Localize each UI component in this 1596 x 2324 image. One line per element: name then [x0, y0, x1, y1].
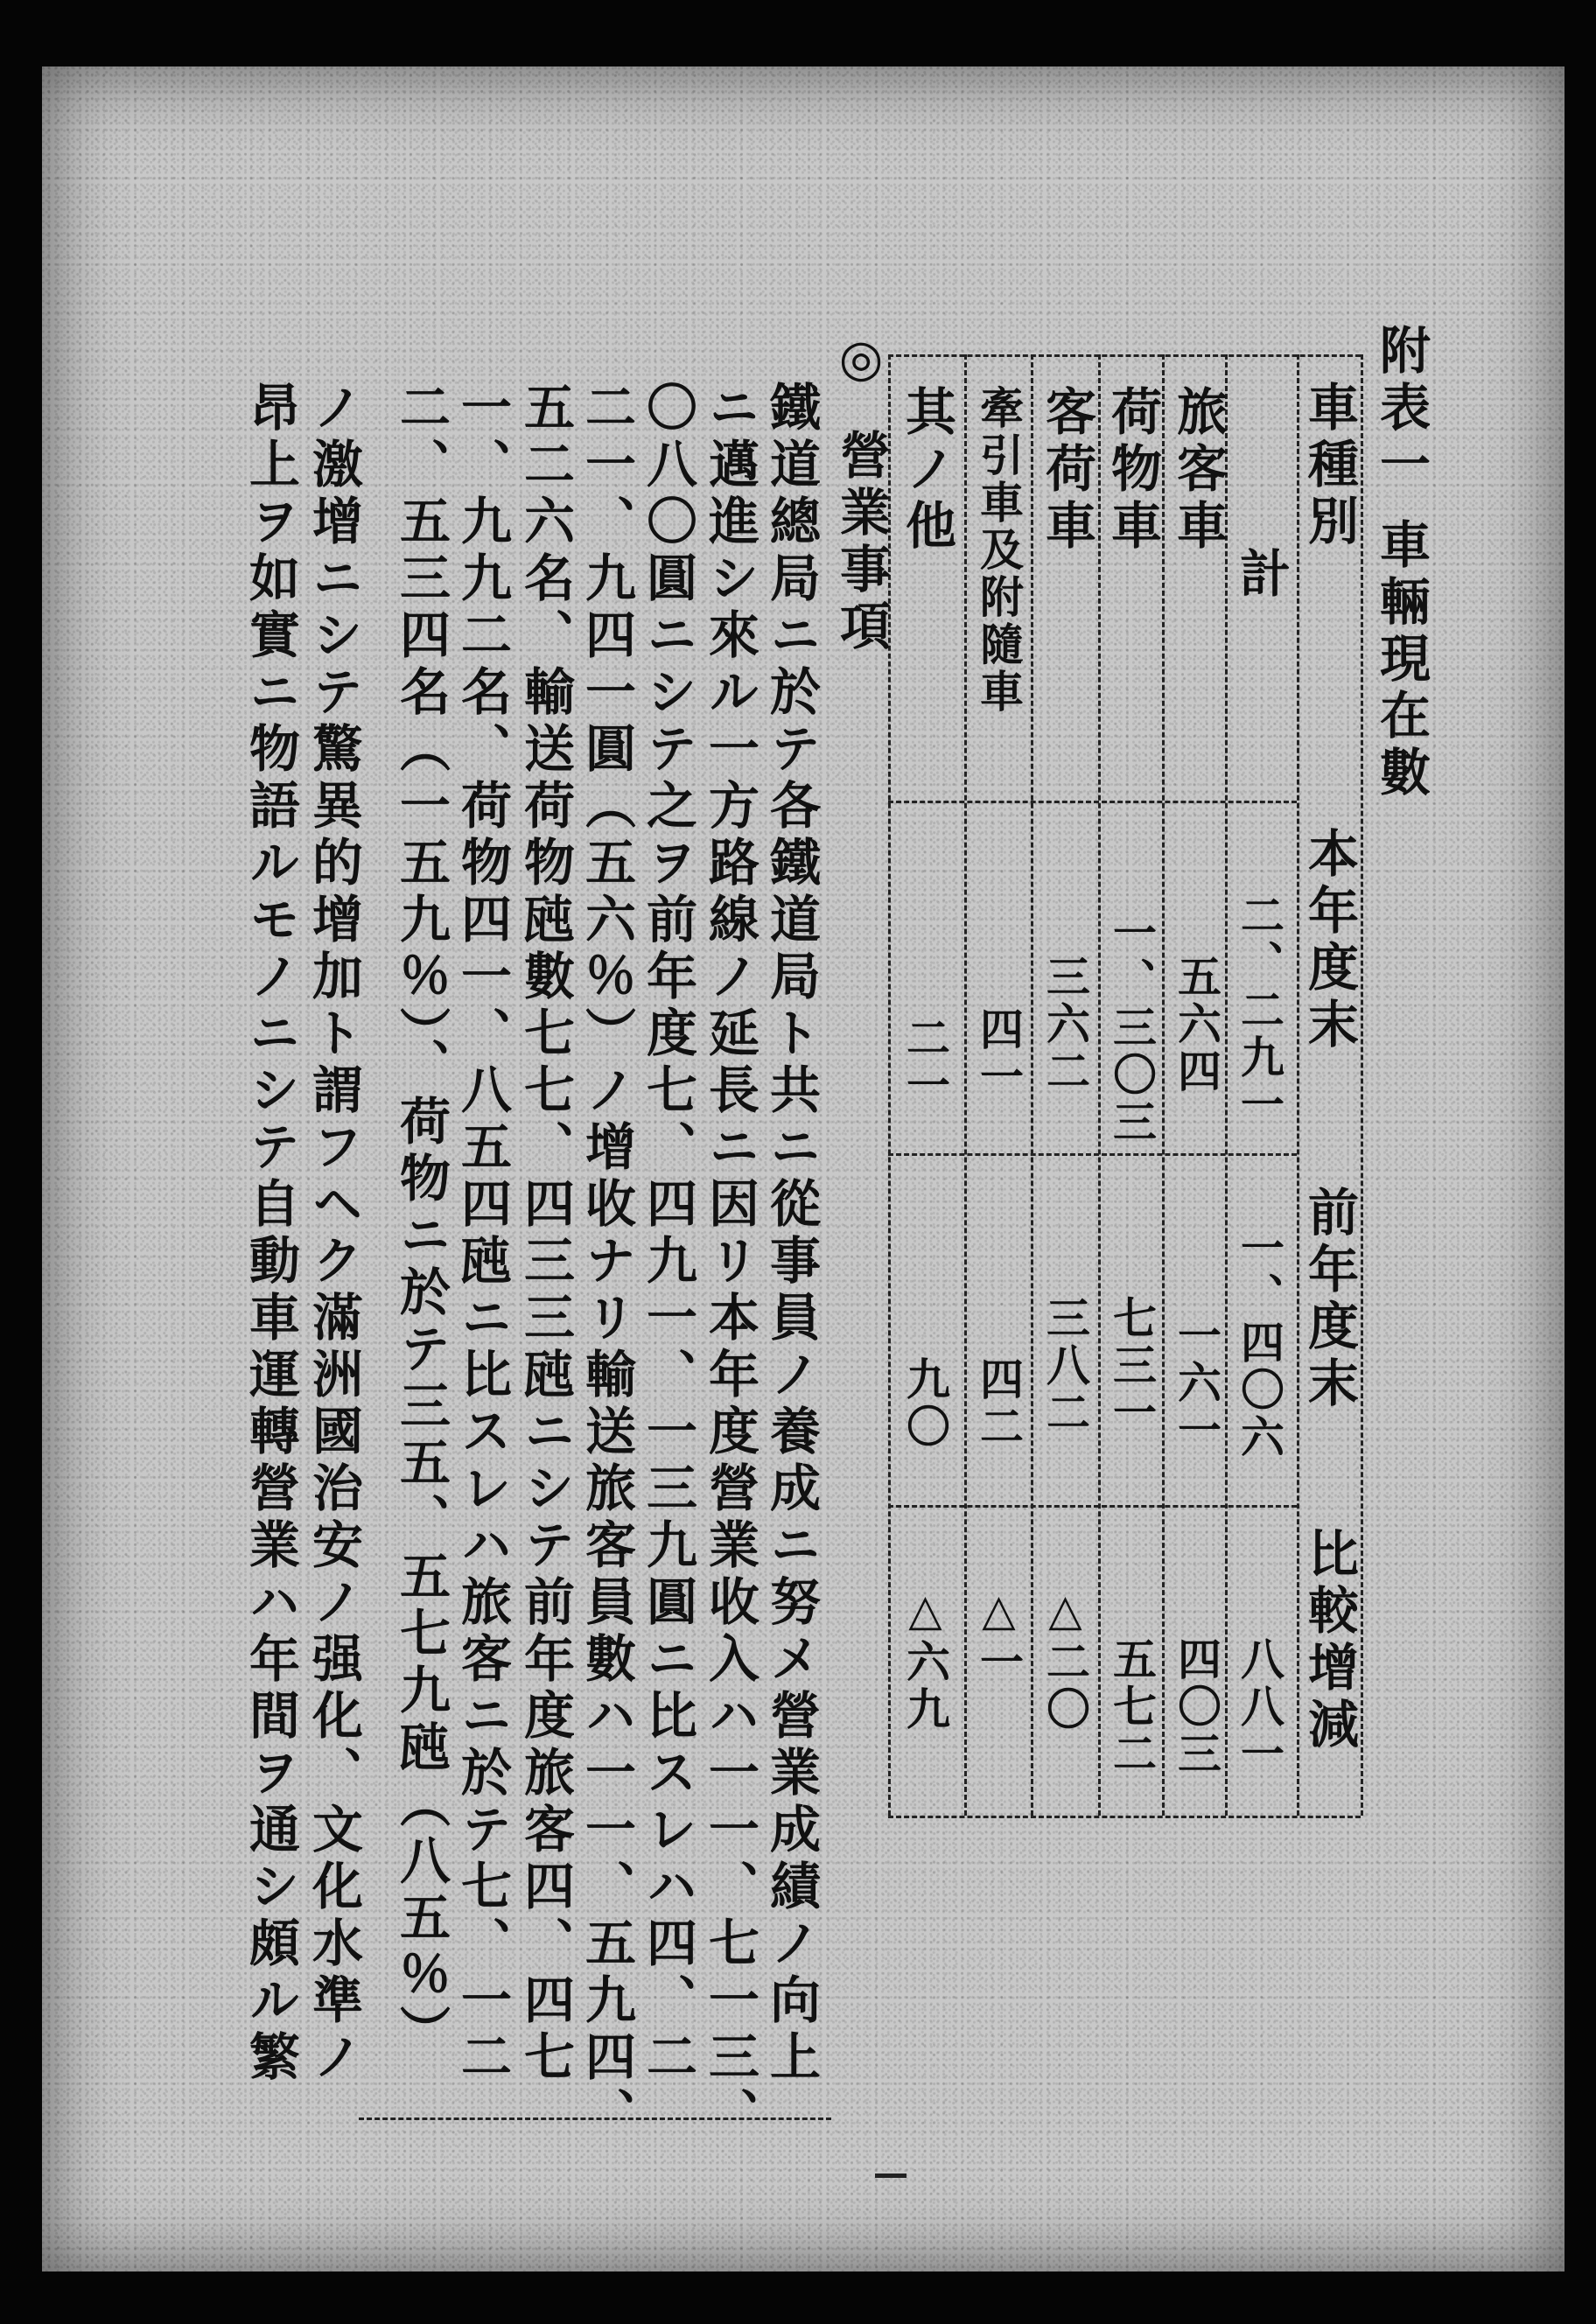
table-row-divider-3 — [888, 1505, 1297, 1508]
table-right-line — [1361, 354, 1363, 1816]
paragraph-line-4: 二一、九四一圓（五六％）ノ增收ナリ輸送旅客員數ハ一一、五九四、 — [577, 381, 636, 2144]
row-traction-change: △一 — [973, 1584, 1025, 1686]
row-passenger-last-year: 一六一 — [1171, 1312, 1222, 1454]
header-category: 車種別 — [1299, 381, 1359, 551]
row-other-this-year: 二一 — [900, 1015, 951, 1110]
appendix-title: 附表一 車輛現在數 — [1371, 324, 1431, 803]
table-col-divider-2 — [1162, 354, 1165, 1816]
row-combo-last-year: 三八二 — [1040, 1295, 1091, 1437]
section-heading — [831, 328, 891, 656]
row-total-last-year: 一、四〇六 — [1234, 1225, 1285, 1461]
table-bottom-line — [888, 1816, 1361, 1818]
paragraph-line-2: ニ邁進シ來ル一方路線ノ延長ニ因リ本年度營業收入ハ一一、七一三、 — [700, 381, 760, 2144]
paragraph-line-8: ノ激增ニシテ驚異的增加ト謂フヘク滿洲國治安ノ强化、文化水準ノ — [304, 381, 363, 2087]
row-total-this-year: 二、二九一 — [1234, 892, 1285, 1129]
row-baggage-this-year: 一、三〇三 — [1106, 910, 1158, 1146]
row-other-last-year: 九〇 — [900, 1356, 951, 1451]
row-total-change: 八八一 — [1234, 1636, 1285, 1778]
row-traction-this-year: 四一 — [973, 1006, 1025, 1101]
header-this-year: 本年度末 — [1299, 827, 1359, 1054]
table-col-divider-4 — [1031, 354, 1033, 1816]
paragraph-line-7: 二、五三四名（一五九％）、荷物ニ於テ三五、五七九瓲（八五％） — [391, 381, 451, 2062]
row-combo-this-year: 三六二 — [1040, 954, 1091, 1096]
table-row-divider-1 — [888, 801, 1297, 803]
header-last-year: 前年度末 — [1299, 1186, 1359, 1413]
row-other-change: △六九 — [900, 1584, 951, 1733]
row-combo-change: △二〇 — [1040, 1584, 1091, 1733]
paragraph-line-9: 昂上ヲ如實ニ物語ルモノニシテ自動車運轉營業ハ年間ヲ通シ頗ル繁 — [241, 381, 300, 2087]
section-heading-text: 營業事項 — [831, 429, 891, 656]
section-heading-mark: ◎ — [831, 328, 891, 394]
row-name-other: 其ノ他 — [897, 385, 956, 556]
row-name-baggage: 荷物車 — [1102, 385, 1162, 556]
paragraph-line-5: 五二六名、輸送荷物瓲數七七、四三三瓲ニシテ前年度旅客四、四七 — [515, 381, 575, 2087]
page-footer-mark — [875, 2174, 906, 2178]
row-traction-last-year: 四二 — [973, 1356, 1025, 1451]
row-name-combo: 客荷車 — [1037, 385, 1096, 556]
row-passenger-this-year: 五六四 — [1171, 954, 1222, 1096]
table-col-divider-5 — [964, 354, 967, 1816]
row-name-traction: 牽引車及附隨車 — [973, 385, 1025, 716]
table-row-divider-2 — [888, 1153, 1297, 1156]
paragraph-line-1: 鐵道總局ニ於テ各鐵道局ト共ニ從事員ノ養成ニ努メ營業成績ノ向上 — [761, 381, 821, 2087]
paragraph-line-6: 一、九九二名、荷物四一、八五四瓲ニ比スレハ旅客ニ於テ七、一二 — [452, 381, 512, 2087]
table-top-line — [888, 354, 1361, 357]
row-baggage-change: 五七二 — [1106, 1636, 1158, 1778]
row-baggage-last-year: 七三一 — [1106, 1295, 1158, 1437]
paragraph-line-3: 〇八〇圓ニシテ之ヲ前年度七、四九一、一三九圓ニ比スレハ四、二 — [638, 381, 697, 2087]
row-name-total: 計 — [1231, 547, 1291, 604]
paragraph-bottom-rule — [359, 2118, 831, 2120]
table-col-divider-3 — [1098, 354, 1101, 1816]
row-passenger-change: 四〇三 — [1171, 1636, 1222, 1778]
header-change: 比較增減 — [1299, 1527, 1359, 1754]
row-name-passenger: 旅客車 — [1168, 385, 1228, 556]
table-col-divider-1 — [1225, 354, 1228, 1816]
